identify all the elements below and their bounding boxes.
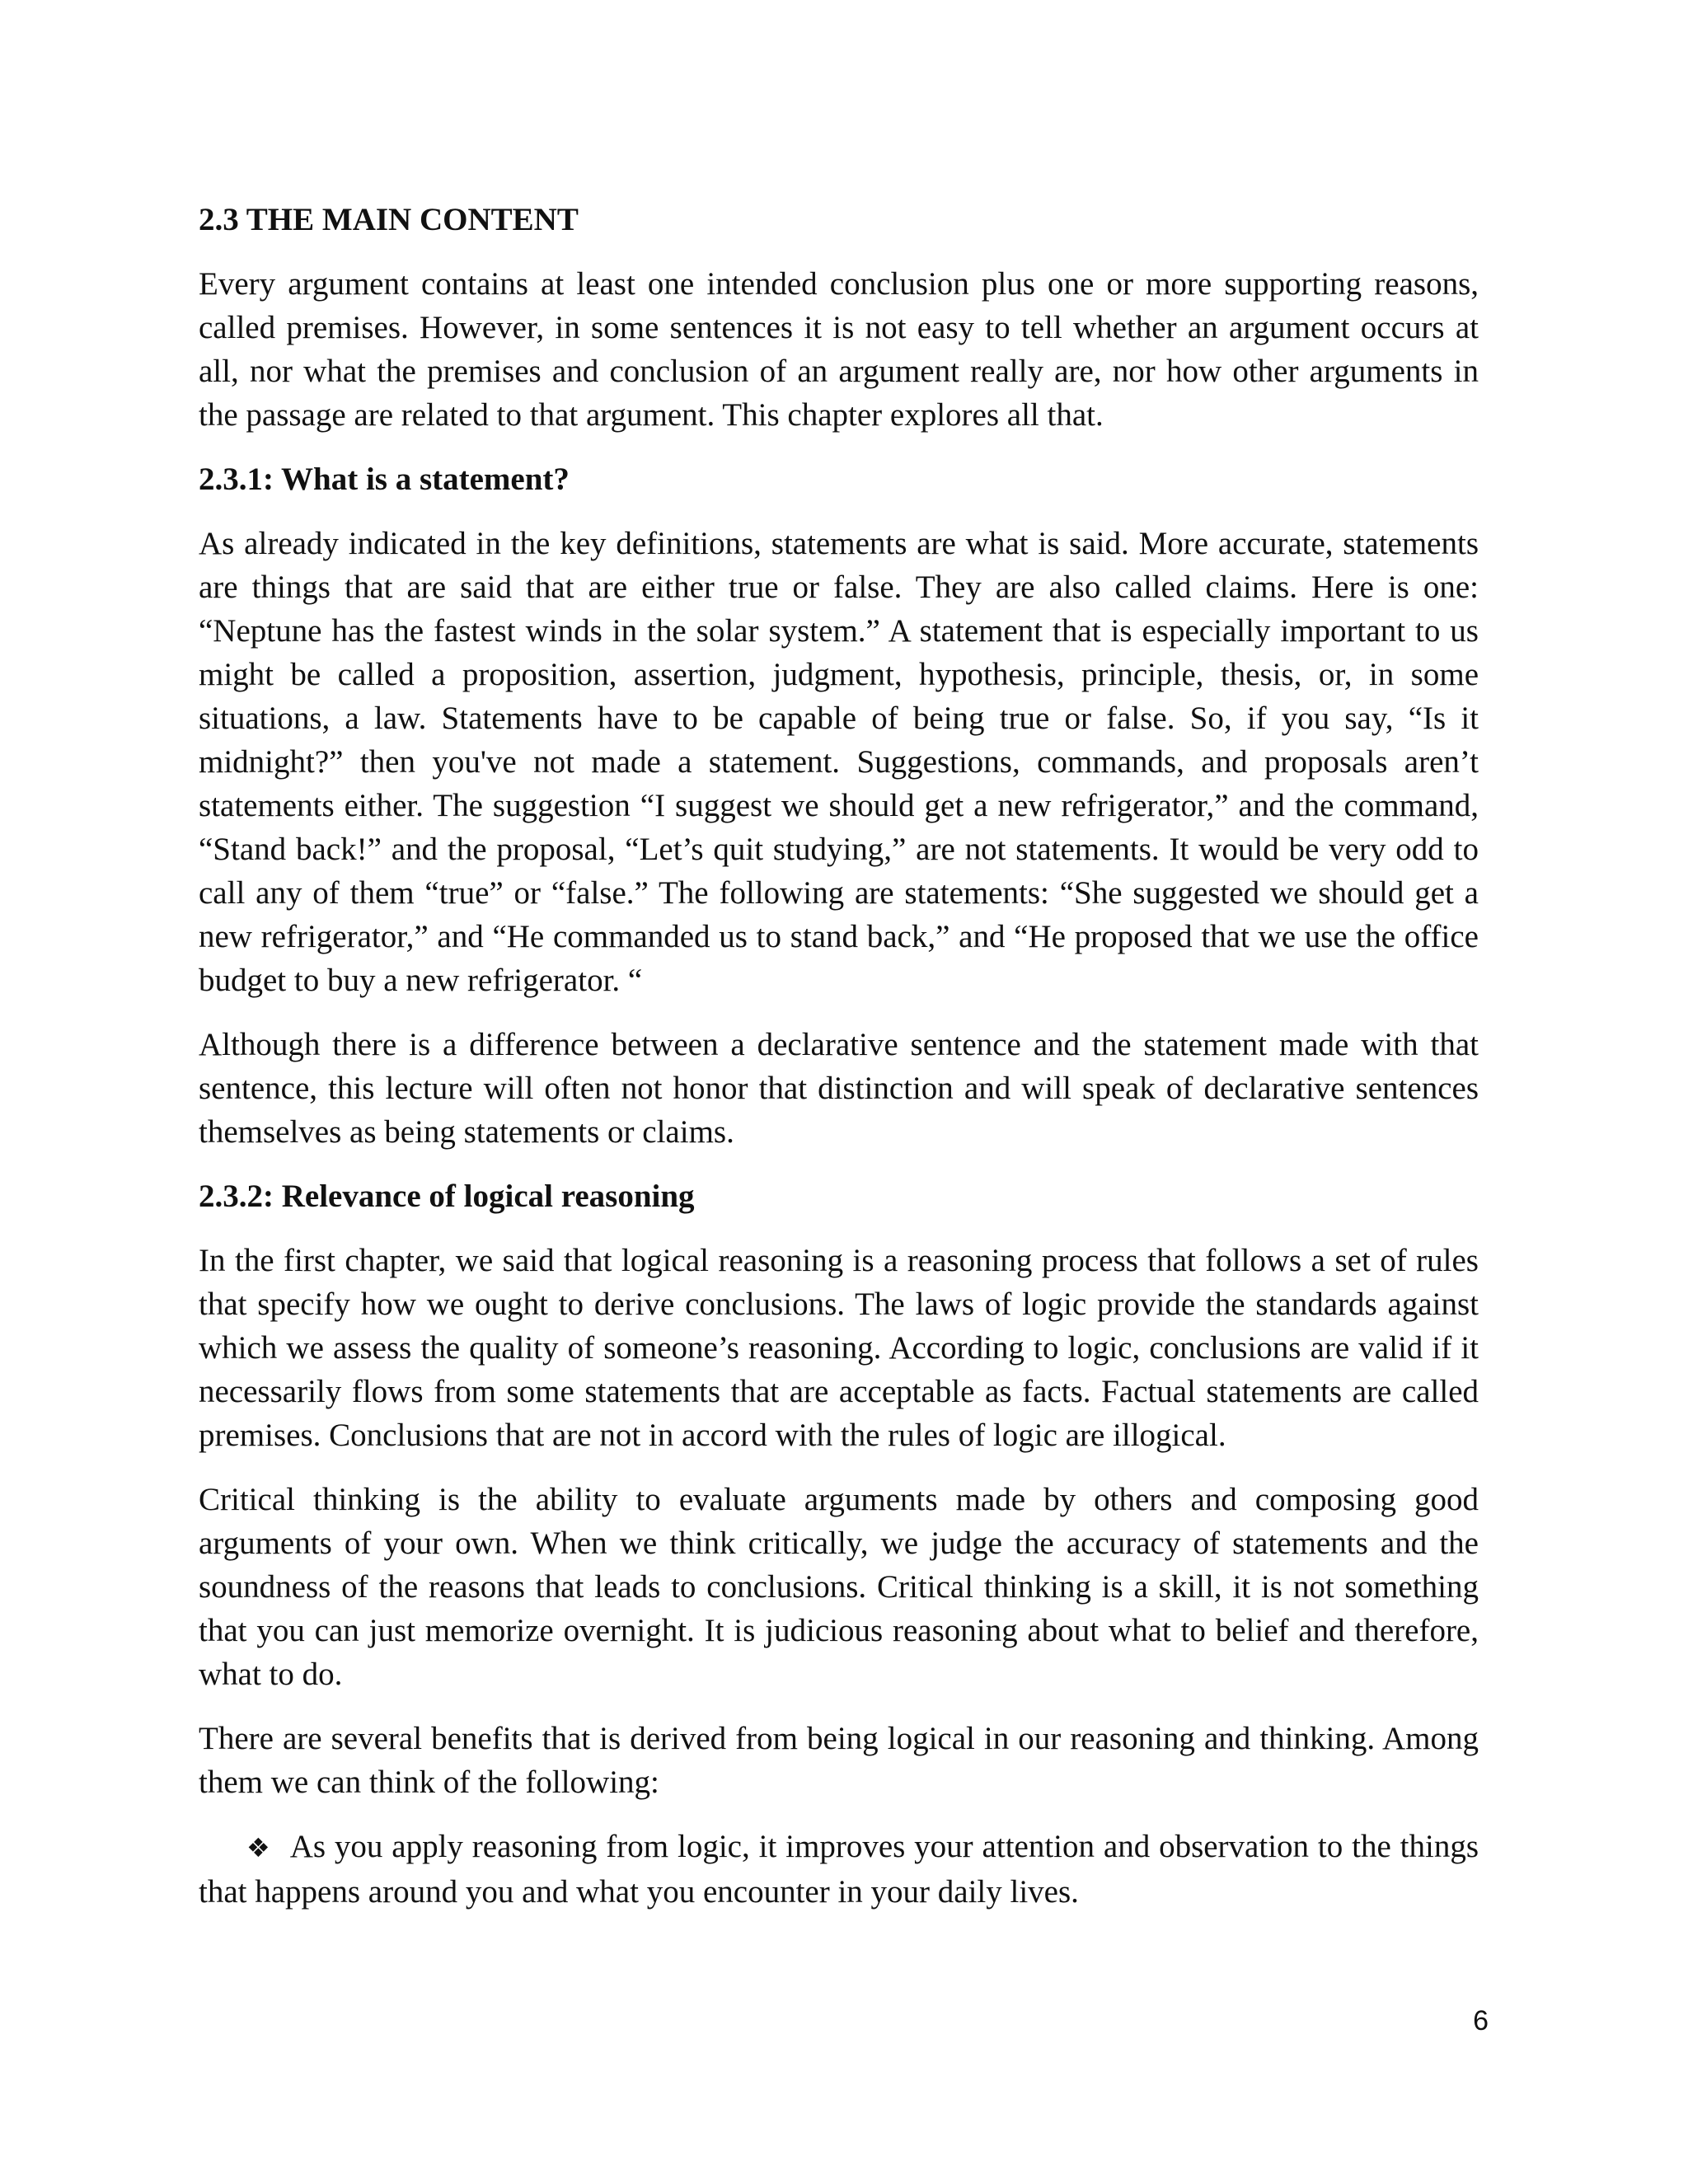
statement-paragraph-2: Although there is a difference between a declarative sentence and the statement made with that sentence, this lecture will often not honor that distinction and will speak of declarative sentences themselves as being statements or claims. <box>199 1027 1479 1150</box>
subsection-heading-reasoning: 2.3.2: Relevance of logical reasoning <box>199 1179 695 1214</box>
reasoning-paragraph-2: Critical thinking is the ability to evaluate arguments made by others and composing good arguments of your own. When we think critically, we judge the accuracy of statements and the soundness of the reasons that leads to conclusions. Critical thinking is a skill, it is not something that you can just memorize overnight. It is judicious reasoning about what to belief and therefore, what to do. <box>199 1482 1479 1692</box>
bullet-item-text: As you apply reasoning from logic, it improves your attention and observation to the things that happens around you and what you encounter in your daily lives. <box>199 1829 1479 1910</box>
bullet-item <box>199 1825 1479 1914</box>
reasoning-paragraph-1: In the first chapter, we said that logical reasoning is a reasoning process that follows a set of rules that specify how we ought to derive conclusions. The laws of logic provide the standards against which we assess the quality of someone’s reasoning. According to logic, conclusions are valid if it necessarily flows from some statements that are acceptable as facts. Factual statements are called premises. Conclusions that are not in accord with the rules of logic are illogical. <box>199 1243 1479 1453</box>
reasoning-paragraph-3: There are several benefits that is derived from being logical in our reasoning and thinking. Among them we can think of the following: <box>199 1721 1479 1800</box>
subsection-heading-statement: 2.3.1: What is a statement? <box>199 462 570 497</box>
section-intro-paragraph: Every argument contains at least one intended conclusion plus one or more supporting reasons, called premises. However, in some sentences it is not easy to tell whether an argument occurs at all, nor what the premises and conclusion of an argument really are, nor how other arguments in the passage are related to that argument. This chapter explores all that. <box>199 266 1479 433</box>
diamond-bullet-icon: ❖ <box>246 1832 270 1863</box>
section-heading: 2.3 THE MAIN CONTENT <box>199 202 579 237</box>
page-number: 6 <box>1473 2005 1489 2036</box>
page-content <box>199 198 1479 1914</box>
statement-paragraph-1: As already indicated in the key definitions, statements are what is said. More accurate, statements are things that are said that are either true or false. They are also called claims. Here is one: “Neptune has the fastest winds in the solar system.” A statement that is especially important to us might be called a proposition, assertion, judgment, hypothesis, principle, thesis, or, in some situations, a law. Statements have to be capable of being true or false. So, if you say, “Is it midnight?” then you've not made a statement. Suggestions, commands, and proposals aren’t statements either. The suggestion “I suggest we should get a new refrigerator,” and the command, “Stand back!” and the proposal, “Let’s quit studying,” are not statements. It would be very odd to call any of them “true” or “false.” The following are statements: “She suggested we should get a new refrigerator,” and “He commanded us to stand back,” and “He proposed that we use the office budget to buy a new refrigerator. “ <box>199 526 1479 998</box>
